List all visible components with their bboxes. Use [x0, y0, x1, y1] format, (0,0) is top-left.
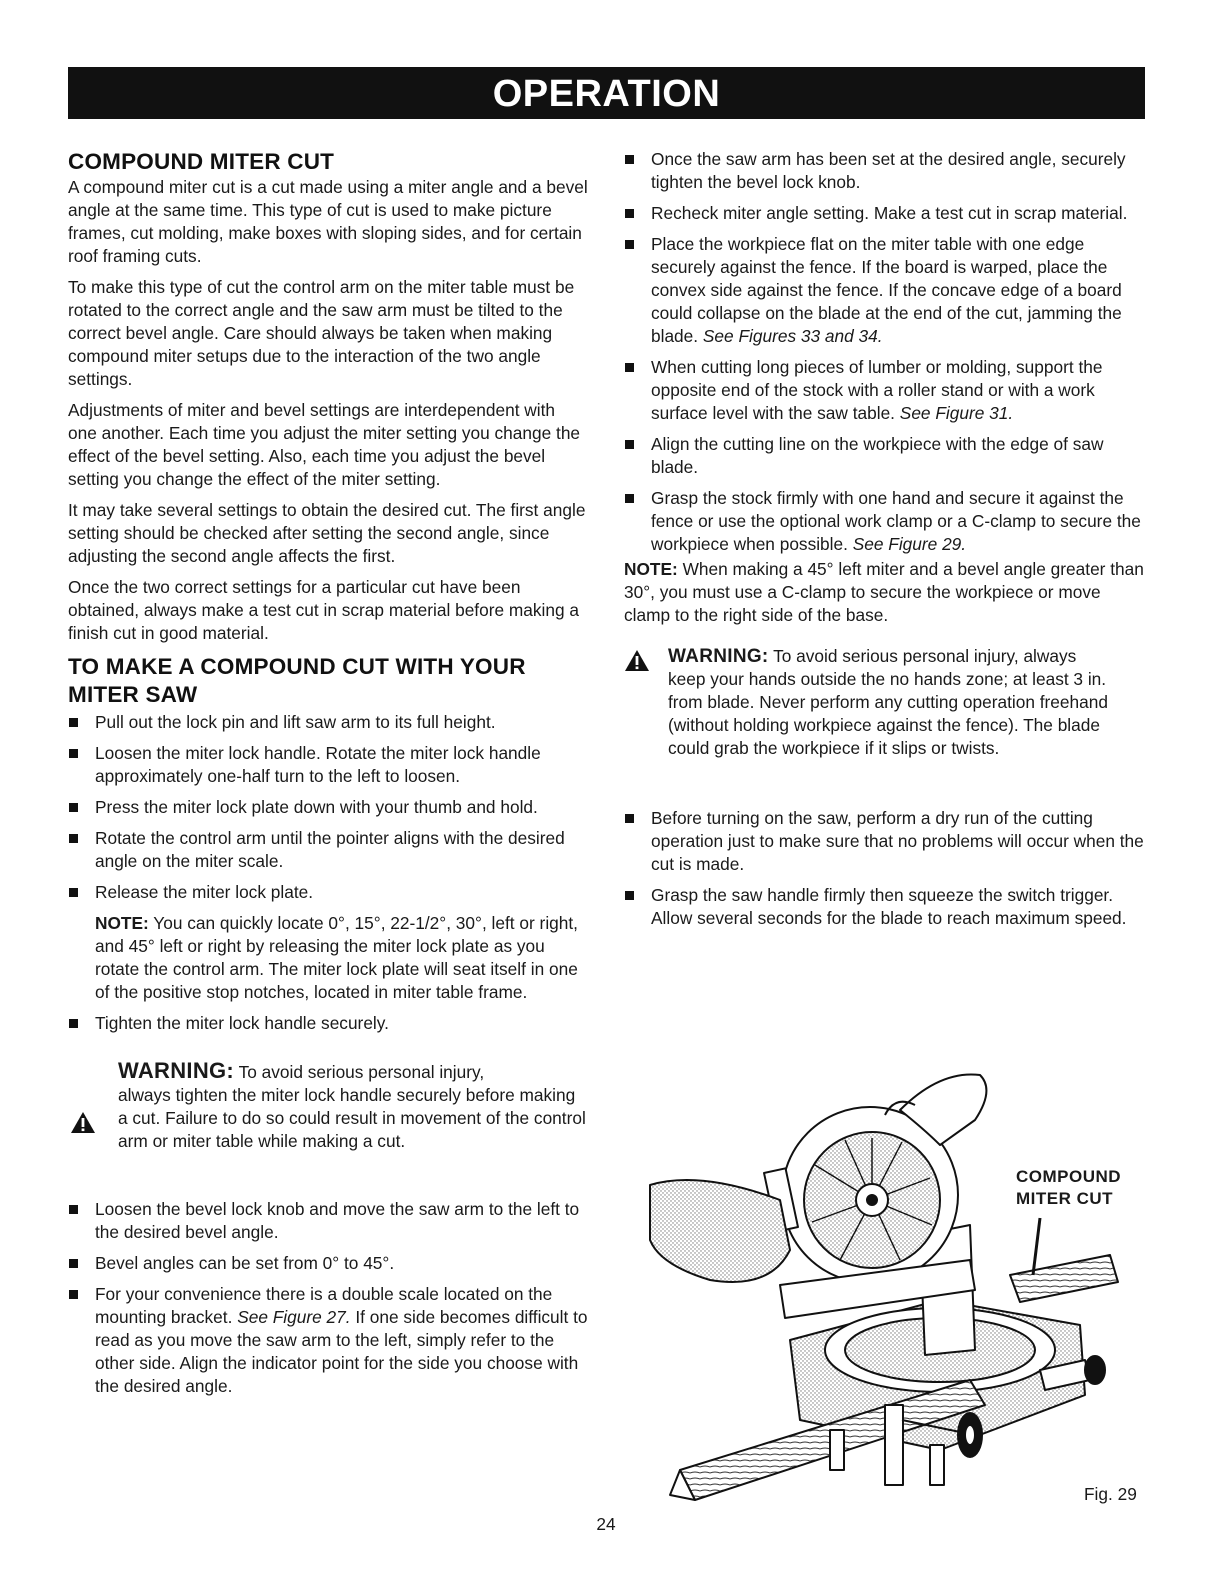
figure-reference: See Figure 27.	[237, 1307, 351, 1327]
list-item: Tighten the miter lock handle securely.	[68, 1012, 588, 1035]
list-item-text: For your convenience there is a double scale located on the mounting bracket.	[95, 1284, 553, 1327]
list-item: Before turning on the saw, perform a dry run of the cutting operation just to make sure that no problems will occur when the cut is made.	[624, 807, 1144, 876]
list-item: Loosen the miter lock handle. Rotate the miter lock handle approximately one-half turn to the left to loosen.	[68, 742, 588, 788]
paragraph: Once the two correct settings for a particular cut have been obtained, always make a test cut in scrap material before making a finish cut in good material.	[68, 577, 580, 643]
right-column	[624, 148, 1144, 938]
figure-reference: See Figure 29.	[852, 534, 967, 554]
list-item: Press the miter lock plate down with your thumb and hold.	[68, 796, 588, 819]
note-label: NOTE:	[95, 913, 149, 933]
section-banner: OPERATION	[68, 67, 1145, 119]
callout-line: COMPOUND	[1016, 1167, 1122, 1186]
list-item-text: Place the workpiece flat on the miter table with one edge securely against the fence. If the board is warped, place the convex side against the fence. If the concave edge of a board could collapse on the blade at the end of the cut, jamming the blade.	[651, 234, 1122, 346]
warning-title: WARNING:	[118, 1058, 235, 1083]
figure-reference: See Figure 31.	[899, 403, 1014, 423]
heading-to-make-compound-cut	[68, 653, 588, 709]
warning-body: keep your hands outside the no hands zone; at least 3 in. from blade. Never perform any cutting operation freehand (without holding workpiece against the fence). The blade could grab the workpiece if it slips or twists.	[668, 669, 1108, 758]
operation-list	[624, 807, 1144, 930]
warning-first-line	[624, 645, 1144, 668]
note-text: When making a 45° left miter and a bevel angle greater than 30°, you must use a C-clamp to secure the workpiece or move clamp to the right side of the base.	[624, 559, 1144, 625]
list-item-text: If one side becomes difficult to read as you move the saw arm to the left, simply refer to the other side. Align the indicator point for the side you choose with the desired angle.	[95, 1307, 588, 1396]
note-c-clamp	[624, 558, 1144, 627]
page-number: 24	[596, 1514, 616, 1534]
list-item	[68, 881, 588, 1004]
figure-callout	[1016, 1166, 1121, 1210]
miter-saw-illustration	[640, 1050, 1130, 1515]
note-miter-stops	[95, 912, 588, 1004]
heading-compound-miter-cut: COMPOUND MITER CUT	[68, 149, 335, 174]
list-item-text: Grasp the stock firmly with one hand and secure it against the fence or use the optional work clamp or a C-clamp to secure the workpiece when possible.	[651, 488, 1141, 554]
note-label: NOTE:	[624, 559, 678, 579]
list-item	[624, 487, 1144, 556]
list-item: Pull out the lock pin and lift saw arm to its full height.	[68, 711, 588, 734]
warning-block	[68, 1059, 588, 1177]
list-item: Loosen the bevel lock knob and move the saw arm to the left to the desired bevel angle.	[68, 1198, 588, 1244]
list-item	[68, 1283, 588, 1398]
paragraph: Adjustments of miter and bevel settings are interdependent with one another. Each time you adjust the miter setting you change the effect of the bevel setting. Also, each time you adjust the bevel setting you change the effect of the miter setting.	[68, 400, 581, 489]
list-item: Once the saw arm has been set at the desired angle, securely tighten the bevel lock knob.	[624, 148, 1144, 194]
left-column	[68, 148, 588, 1406]
list-item	[624, 356, 1144, 425]
warning-text: To avoid serious personal injury,	[238, 1062, 485, 1082]
paragraph: A compound miter cut is a cut made using a miter angle and a bevel angle at the same time. This type of cut is used to make picture frames, cut molding, make boxes with sloping sides, and for certain roof framing cuts.	[68, 177, 588, 266]
paragraph: To make this type of cut the control arm on the miter table must be rotated to the correct angle and the saw arm must be tilted to the correct bevel angle. Care should always be taken when making compound miter setups due to the interaction of the two angle settings.	[68, 277, 575, 389]
list-item: Recheck miter angle setting. Make a test cut in scrap material.	[624, 202, 1144, 225]
warning-triangle-icon	[70, 1111, 96, 1134]
heading-line: TO MAKE A COMPOUND CUT WITH YOUR	[68, 654, 526, 679]
list-item	[624, 233, 1144, 348]
heading-line: MITER SAW	[68, 682, 198, 707]
warning-first-line	[68, 1059, 588, 1084]
list-item: Align the cutting line on the workpiece with the edge of saw blade.	[624, 433, 1144, 479]
warning-block	[624, 645, 1144, 795]
note-text: You can quickly locate 0°, 15°, 22-1/2°, 30°, left or right, and 45° left or right by releasing the miter lock plate as you rotate the control arm. The miter lock plate will seat itself in one of the positive stop notches, located in miter table frame.	[95, 913, 578, 1002]
warning-triangle-icon	[624, 649, 650, 672]
list-item-text: When cutting long pieces of lumber or molding, support the opposite end of the stock with a roller stand or with a work surface level with the saw table.	[651, 357, 1103, 423]
paragraph: It may take several settings to obtain the desired cut. The first angle setting should be checked after setting the second angle, since adjusting the second angle affects the first.	[68, 500, 586, 566]
figure-label: Fig. 29	[1084, 1484, 1137, 1504]
bevel-list	[68, 1198, 588, 1398]
list-item-text: Release the miter lock plate.	[95, 882, 314, 902]
figure-reference: See Figures 33 and 34.	[702, 326, 883, 346]
steps-list	[68, 711, 588, 1035]
warning-title: WARNING:	[668, 646, 769, 667]
warning-text: To avoid serious personal injury, always	[773, 646, 1077, 666]
list-item: Bevel angles can be set from 0° to 45°.	[68, 1252, 588, 1275]
list-item: Rotate the control arm until the pointer aligns with the desired angle on the miter scale.	[68, 827, 588, 873]
list-item: Grasp the saw handle firmly then squeeze the switch trigger. Allow several seconds for the blade to reach maximum speed.	[624, 884, 1144, 930]
warning-body: always tighten the miter lock handle securely before making a cut. Failure to do so could result in movement of the control arm or miter table while making a cut.	[118, 1085, 586, 1151]
callout-line: MITER CUT	[1016, 1189, 1114, 1208]
setup-list	[624, 148, 1144, 556]
